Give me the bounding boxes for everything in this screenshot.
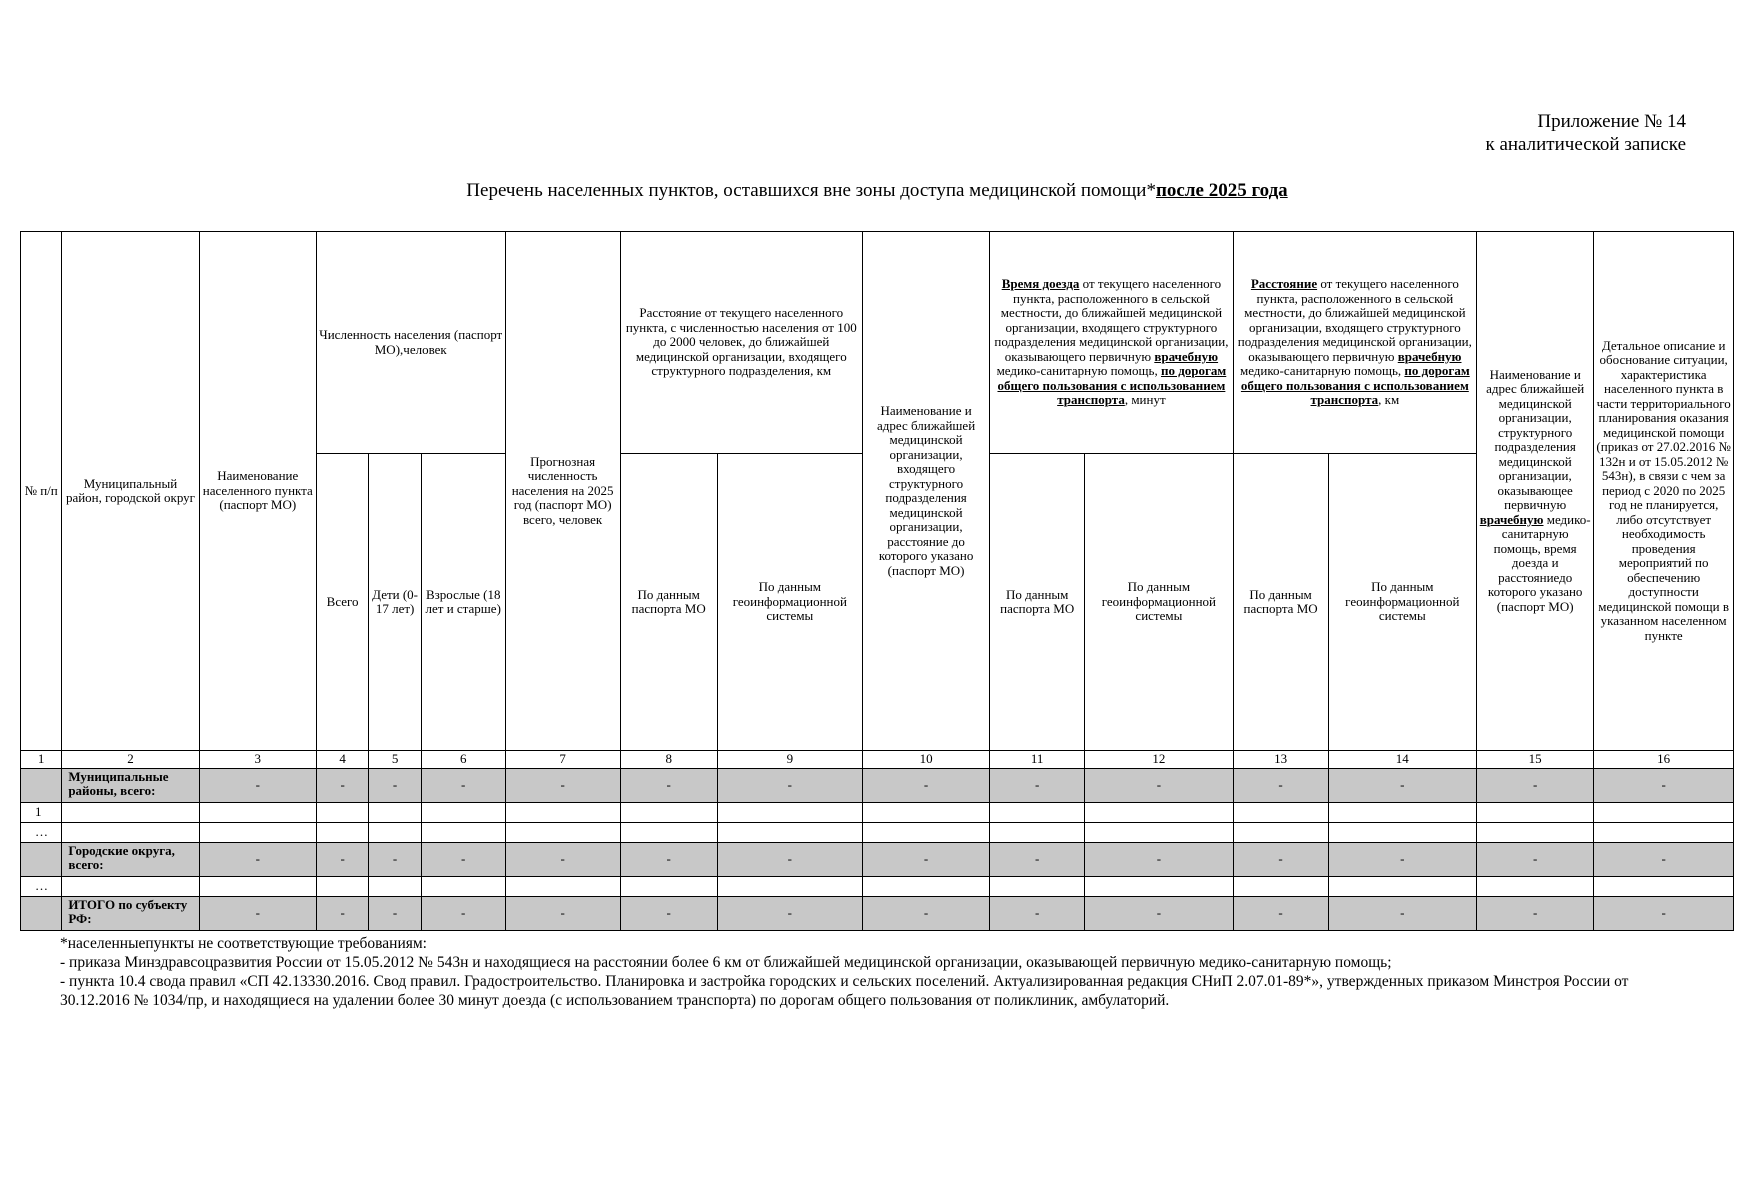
- grand-total-row: [21, 896, 1734, 930]
- dash-cell: -: [862, 896, 989, 930]
- header-forecast-population: Прогнозная численность населения на 2025 год (паспорт МО) всего, человек: [505, 232, 620, 751]
- dash-cell: -: [199, 768, 316, 802]
- colnum: 11: [990, 751, 1085, 769]
- dash-cell: -: [369, 768, 421, 802]
- road-distance-t3: , км: [1378, 392, 1400, 408]
- road-distance-t2: медико-санитарную помощь,: [1239, 363, 1405, 379]
- header-time-passport: По данным паспорта МО: [990, 454, 1085, 751]
- colnum: 2: [62, 751, 199, 769]
- header-road-distance-group: [1233, 232, 1476, 454]
- dash-cell: -: [421, 896, 505, 930]
- dash-cell: -: [505, 768, 620, 802]
- road-distance-b3: по дорогам общего пользования с использованием транспорта: [1240, 363, 1470, 408]
- dash-cell: -: [862, 768, 989, 802]
- dash-cell: -: [1477, 842, 1594, 876]
- primary-care-t1: Наименование и адрес ближайшей медицинской организации, структурного подразделения медицинской организации, оказывающее первичную: [1486, 366, 1585, 513]
- colnum: 5: [369, 751, 421, 769]
- header-nearest-mo: Наименование и адрес ближайшей медицинской организации, входящего структурного подразделения медицинской организации, расстояние до которого указано (паспорт МО): [862, 232, 989, 751]
- dash-cell: -: [316, 896, 368, 930]
- dash-cell: -: [505, 842, 620, 876]
- title-main: Перечень населенных пунктов, оставшихся вне зоны доступа медицинской помощи*: [466, 180, 1156, 201]
- dash-cell: -: [1328, 768, 1477, 802]
- dash-cell: -: [717, 842, 862, 876]
- header-road-passport: По данным паспорта МО: [1233, 454, 1328, 751]
- header-distance-group: Расстояние от текущего населенного пункта, с численностью населения от 100 до 2000 человек, до ближайшей медицинской организации, входящего структурного подразделения, км: [620, 232, 862, 454]
- header-population: Численность населения (паспорт МО),человек: [316, 232, 505, 454]
- cell-empty: [21, 896, 62, 930]
- travel-time-t2: медико-санитарную помощь,: [996, 363, 1161, 379]
- travel-time-t1: от текущего населенного пункта, расположенного в сельской местности, до ближайшей медицинской организации, входящего структурного подразделения медицинской организации, оказывающего первичную: [994, 276, 1229, 364]
- primary-care-t2: медико-санитарную помощь, время доезда и расстояниедо которого указано (паспорт МО): [1487, 511, 1591, 614]
- road-distance-b2: врачебную: [1397, 348, 1462, 364]
- cell-empty: [21, 842, 62, 876]
- colnum: 4: [316, 751, 368, 769]
- dash-cell: -: [1594, 896, 1734, 930]
- dash-cell: -: [1594, 842, 1734, 876]
- road-distance-b1: Расстояние: [1250, 276, 1318, 292]
- title-emphasis: после 2025 года: [1155, 180, 1288, 201]
- appendix-line-2: к аналитической записке: [1485, 134, 1686, 155]
- dash-cell: -: [421, 768, 505, 802]
- colnum: 10: [862, 751, 989, 769]
- header-time-gis: По данным геоинформационной системы: [1085, 454, 1234, 751]
- urban-total-row: [21, 842, 1734, 876]
- header-distance-passport: По данным паспорта МО: [620, 454, 717, 751]
- dash-cell: -: [421, 842, 505, 876]
- header-num: № п/п: [21, 232, 62, 751]
- header-pop-total: Всего: [316, 454, 368, 751]
- colnum: 13: [1233, 751, 1328, 769]
- colnum: 14: [1328, 751, 1477, 769]
- colnum: 15: [1477, 751, 1594, 769]
- dash-cell: -: [620, 896, 717, 930]
- header-district: Муниципальный район, городской округ: [62, 232, 199, 751]
- urban-total-label: Городские округа, всего:: [62, 842, 199, 876]
- dash-cell: -: [1085, 768, 1234, 802]
- primary-care-b: врачебную: [1479, 511, 1544, 527]
- dash-cell: -: [505, 896, 620, 930]
- dash-cell: -: [1328, 842, 1477, 876]
- dash-cell: -: [199, 842, 316, 876]
- footnote: [60, 934, 1700, 1010]
- dash-cell: -: [990, 768, 1085, 802]
- column-numbers-row: [21, 751, 1734, 769]
- dash-cell: -: [1085, 842, 1234, 876]
- document-title: [0, 180, 1754, 202]
- colnum: 3: [199, 751, 316, 769]
- footnote-line-3: - пункта 10.4 свода правил «СП 42.13330.2016. Свод правил. Градостроительство. Планировка и застройка городских и сельских поселений. Актуализированная редакция СНиП 2.07.01-89*», утвержденных приказом Минстроя России от 30.12.2016 № 1034/пр, и находящиеся на удалении более 30 минут доезда (с использованием транспорта) по дорогам общего пользования от поликлиник, амбулаторий.: [60, 973, 1629, 1009]
- appendix-header: [1485, 110, 1686, 156]
- travel-time-b3: по дорогам общего пользования с использованием транспорта: [997, 363, 1227, 408]
- travel-time-b2: врачебную: [1154, 348, 1219, 364]
- travel-time-t3: , минут: [1124, 392, 1166, 408]
- colnum: 7: [505, 751, 620, 769]
- header-pop-adults: Взрослые (18 лет и старше): [421, 454, 505, 751]
- dash-cell: -: [620, 842, 717, 876]
- dash-cell: -: [862, 842, 989, 876]
- row-number: 1: [21, 802, 62, 822]
- header-travel-time-group: [990, 232, 1233, 454]
- dash-cell: -: [620, 768, 717, 802]
- dash-cell: -: [1233, 768, 1328, 802]
- dash-cell: -: [1477, 768, 1594, 802]
- dash-cell: -: [369, 896, 421, 930]
- colnum: 8: [620, 751, 717, 769]
- dash-cell: -: [316, 768, 368, 802]
- dash-cell: -: [1477, 896, 1594, 930]
- dash-cell: -: [990, 896, 1085, 930]
- header-settlement-name: Наименование населенного пункта (паспорт МО): [199, 232, 316, 751]
- row-ellipsis: …: [21, 876, 62, 896]
- road-distance-t1: от текущего населенного пункта, расположенного в сельской местности, до ближайшей медицинской организации, входящего структурного подразделения медицинской организации, оказывающего первичную: [1237, 276, 1472, 364]
- colnum: 6: [421, 751, 505, 769]
- table-row: [21, 876, 1734, 896]
- dash-cell: -: [1085, 896, 1234, 930]
- table-row: [21, 802, 1734, 822]
- travel-time-b1: Время доезда: [1001, 276, 1080, 292]
- footnote-line-2: - приказа Минздравсоцразвития России от 15.05.2012 № 543н и находящиеся на расстоянии более 6 км от ближайшей медицинской организации, оказывающей первичную медико-санитарную помощь;: [60, 954, 1392, 971]
- header-primary-care-mo: [1477, 232, 1594, 751]
- municipal-total-row: [21, 768, 1734, 802]
- colnum: 16: [1594, 751, 1734, 769]
- footnote-line-1: *населенныепункты не соответствующие требованиям:: [60, 935, 427, 952]
- dash-cell: -: [1233, 842, 1328, 876]
- colnum: 12: [1085, 751, 1234, 769]
- dash-cell: -: [369, 842, 421, 876]
- colnum: 9: [717, 751, 862, 769]
- dash-cell: -: [1328, 896, 1477, 930]
- dash-cell: -: [1233, 896, 1328, 930]
- settlements-table: [20, 231, 1734, 931]
- cell-empty: [21, 768, 62, 802]
- header-pop-children: Дети (0-17 лет): [369, 454, 421, 751]
- dash-cell: -: [316, 842, 368, 876]
- municipal-total-label: Муниципальные районы, всего:: [62, 768, 199, 802]
- dash-cell: -: [717, 768, 862, 802]
- header-distance-gis: По данным геоинформационной системы: [717, 454, 862, 751]
- table-row: [21, 822, 1734, 842]
- dash-cell: -: [199, 896, 316, 930]
- header-justification: Детальное описание и обоснование ситуации, характеристика населенного пункта в части территориального планирования оказания медицинской помощи (приказ от 27.02.2016 № 132н и от 15.05.2012 № 543н), в связи с чем за период с 2020 по 2025 год не планируется, либо отсутствует необходимость проведения мероприятий по обеспечению доступности медицинской помощи в указанном населенном пункте: [1594, 232, 1734, 751]
- appendix-line-1: Приложение № 14: [1537, 111, 1686, 132]
- dash-cell: -: [717, 896, 862, 930]
- colnum: 1: [21, 751, 62, 769]
- dash-cell: -: [990, 842, 1085, 876]
- dash-cell: -: [1594, 768, 1734, 802]
- row-ellipsis: …: [21, 822, 62, 842]
- grand-total-label: ИТОГО по субъекту РФ:: [62, 896, 199, 930]
- header-road-gis: По данным геоинформационной системы: [1328, 454, 1477, 751]
